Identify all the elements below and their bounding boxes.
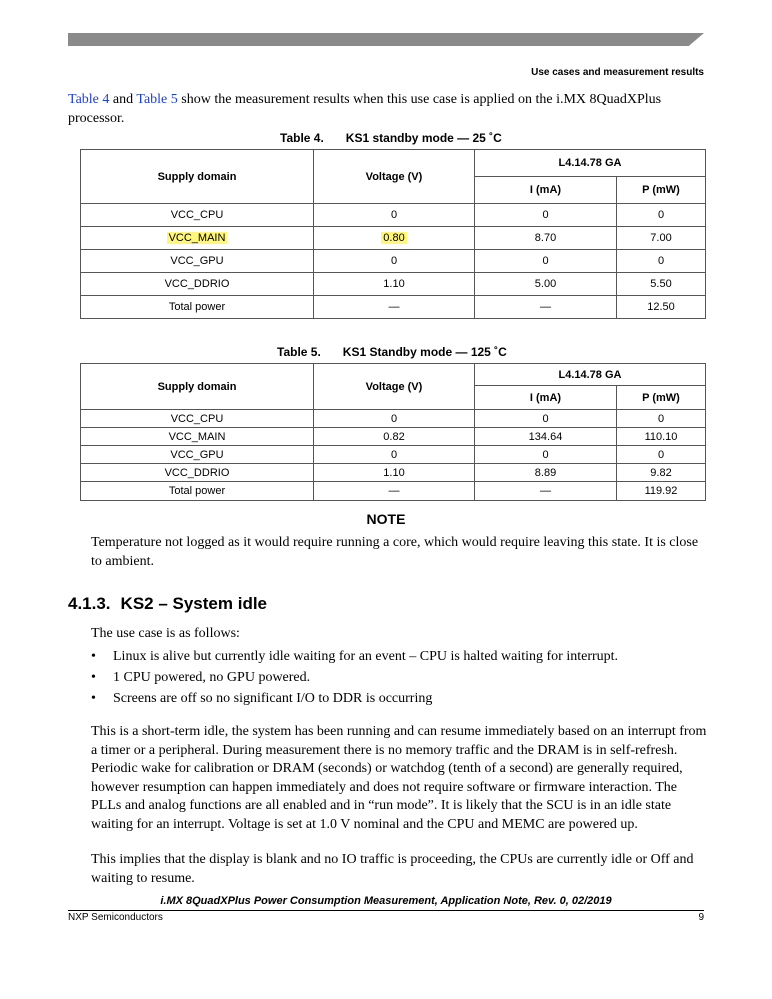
usecase-intro: The use case is as follows: [91, 626, 240, 641]
footer-doc-title: i.MX 8QuadXPlus Power Consumption Measurement, Application Note, Rev. 0, 02/2019 [160, 895, 612, 907]
running-head: Use cases and measurement results [531, 67, 704, 78]
table-5-caption: Table 5. KS1 Standby mode — 125 ˚C [277, 345, 507, 359]
col-voltage: Voltage (V) [314, 364, 475, 410]
table-5-link[interactable]: Table 5 [136, 92, 178, 107]
table-row: VCC_CPU 0 0 0 [81, 410, 706, 428]
col-current: I (mA) [475, 386, 617, 410]
bullet-icon: • [91, 691, 96, 706]
col-group: L4.14.78 GA [475, 364, 706, 386]
bullet-icon: • [91, 670, 96, 685]
table-row: Total power — — 12.50 [81, 296, 706, 319]
table-4 [80, 149, 706, 319]
table-row: VCC_DDRIO 1.10 5.00 5.50 [81, 273, 706, 296]
table-5 [80, 363, 706, 501]
intro-paragraph: Table 4 and Table 5 show the measurement results when this use case is applied on the i.MX 8QuadXPlus processor. [68, 92, 662, 126]
table-4-link[interactable]: Table 4 [68, 92, 110, 107]
col-voltage: Voltage (V) [314, 150, 475, 204]
table-row: VCC_GPU 0 0 0 [81, 446, 706, 464]
note-body: Temperature not logged as it would require running a core, which would require leaving this state. It is close to ambient. [91, 535, 699, 569]
table-row: VCC_MAIN 0.82 134.64 110.10 [81, 428, 706, 446]
footer-divider [68, 910, 704, 911]
table-row: VCC_GPU 0 0 0 [81, 250, 706, 273]
table-4-caption: Table 4. KS1 standby mode — 25 ˚C [280, 131, 502, 145]
col-supply-domain: Supply domain [81, 364, 314, 410]
col-power: P (mW) [617, 386, 706, 410]
usecase-list [91, 646, 691, 709]
table-row: VCC_CPU 0 0 0 [81, 204, 706, 227]
table-row: VCC_MAIN 0.80 8.70 7.00 [81, 227, 706, 250]
body-paragraph: This is a short-term idle, the system has been running and can resume immediately based on an interrupt from a timer or a peripheral. During measurement there is no memory traffic and the DRAM is in self-refresh. Periodic wake for calibration or DRAM (seconds) or watchdog (tenth of a second) are generally required, however resumption can happen immediately and does not require software or firmware interaction. The PLLs and analog functions are all enabled and in “run mode”. It is likely that the SCU is in an idle state waiting for an interrupt. Voltage is set at 1.0 V nominal and the CPU and MEMC are powered up. [91, 724, 707, 832]
section-number: 4.1.3. [68, 594, 111, 613]
highlighted-cell: VCC_MAIN [168, 232, 226, 244]
col-power: P (mW) [617, 177, 706, 204]
col-group: L4.14.78 GA [475, 150, 706, 177]
list-item: • Linux is alive but currently idle waiting for an event – CPU is halted waiting for interrupt. [91, 646, 691, 667]
col-current: I (mA) [475, 177, 617, 204]
body-paragraph: This implies that the display is blank and no IO traffic is proceeding, the CPUs are currently idle or Off and waiting to resume. [91, 852, 694, 886]
col-supply-domain: Supply domain [81, 150, 314, 204]
section-title: KS2 – System idle [120, 594, 268, 613]
note-title: NOTE [366, 511, 406, 527]
page-number: 9 [698, 912, 704, 923]
highlighted-cell: 0.80 [383, 232, 405, 244]
list-item: • 1 CPU powered, no GPU powered. [91, 667, 691, 688]
table-row: Total power — — 119.92 [81, 482, 706, 501]
section-heading [68, 594, 267, 614]
header-bar [68, 33, 704, 46]
list-item: • Screens are off so no significant I/O to DDR is occurring [91, 688, 691, 709]
table-row: VCC_DDRIO 1.10 8.89 9.82 [81, 464, 706, 482]
footer-company: NXP Semiconductors [68, 912, 163, 923]
bullet-icon: • [91, 649, 96, 664]
